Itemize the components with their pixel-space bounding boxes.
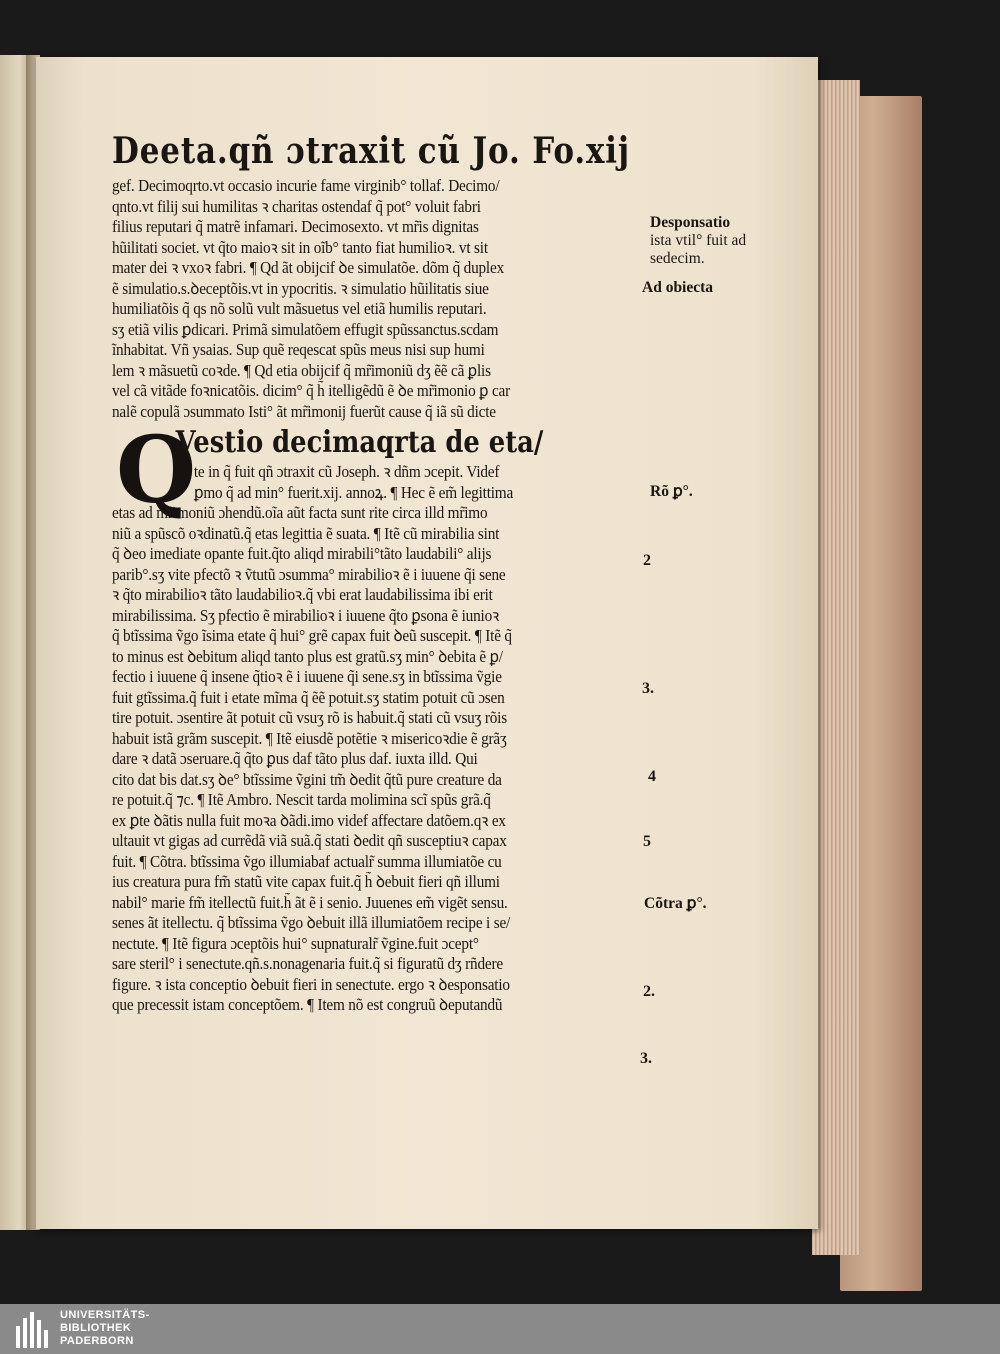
text-line: te in q̃ fuit qñ ɔtraxit cũ Joseph. ꝛ dñm ɔcepit. Videf: [193, 462, 500, 481]
text-line: tire potuit. ɔsentire ãt potuit cũ vsuʒ rõ is habuit.q̃ stati cũ vsuʒ rõis: [112, 708, 507, 727]
text-line: lem ꝛ mãsuetũ coꝛde. ¶ Qd etia obijcif q̃ mr̃imoniũ dʒ ẽẽ cã ꝑlis: [112, 360, 491, 380]
text-line: q̃ btĩssima ṽgo ĩsima etate q̃ hui° grẽ capax fuit ꝺeũ suscepit. ¶ Itẽ q̃: [112, 626, 512, 645]
text-line: sʒ etiã vilis ꝑdicari. Primã simulatõem effugit spũssanctus.scdam: [112, 319, 499, 339]
text-line: parib°.sʒ vite pfectõ ꝛ ṽtutũ ɔsumma° mirabilioꝛ ẽ i iuuene q̃i sene: [112, 564, 506, 584]
text-line: mirabilissima. Sʒ pfectio ẽ mirabilioꝛ i iuuene q̃to ꝑsona ẽ iunioꝛ: [112, 605, 500, 625]
marginal-line: sedecim.: [650, 250, 705, 267]
text-line: fuit. ¶ Cõtra. btĩssima ṽgo illumiabaf actualr̃ summa illumiatõe cu: [112, 851, 502, 871]
text-line: fuit gtĩssima.q̃ fuit i etate mĩma q̃ ẽẽ potuit.sʒ statim potuit cũ ɔsen: [112, 687, 505, 707]
logo-line: BIBLIOTHEK: [60, 1322, 132, 1334]
text-line: figure. ꝛ ista conceptio ꝺebuit fieri in senectute. ergo ꝛ ꝺesponsatio: [112, 974, 510, 994]
library-footer-bar: [0, 1304, 1000, 1354]
text-line: ẽ simulatio.s.ꝺeceptõis.vt in ypocritis. ꝛ simulatio hũilitatis siue: [112, 278, 489, 298]
text-line: ĩnhabitat. Vñ ysaias. Sup quẽ reqescat spũs meus nisi sup humi: [112, 340, 485, 359]
library-logo-text: [60, 1309, 150, 1348]
marginal-line: Desponsatio: [650, 214, 731, 231]
text-line: gef. Decimoqrto.vt occasio incurie fame virginib° tollaf. Decimo/: [112, 176, 500, 195]
text-line: senes ãt itellectu. q̃ btĩssima ṽgo ꝺebuit illã illumiatõem recipe i se/: [112, 913, 511, 932]
marginal-line: ista vtil° fuit ad: [650, 232, 747, 249]
text-line: nalẽ copulã ɔsummato Isti° ãt mr̃imonij fuerũt cause q̃ iã sũ dicte: [112, 401, 496, 421]
text-line: filius reputari q̃ matrẽ infamari. Decimosexto. vt mr̃is dignitas: [112, 217, 479, 236]
marginal-note-contra-p: Cõtra ꝑ°.: [644, 895, 707, 912]
text-line: fectio i iuuene q̃ insene q̃tioꝛ ẽ i iuuene q̃i sene.sʒ in btĩssima ṽgie: [112, 667, 502, 686]
text-line: hũilitati societ. vt q̃to maioꝛ sit in oĩb° tanto fiat humilioꝛ. vt sit: [112, 237, 488, 257]
decorated-initial: Q: [116, 416, 197, 524]
text-line: niũ a spũscõ oꝛdinatũ.q̃ etas legittia ẽ suata. ¶ Itẽ cũ mirabilia sint: [112, 523, 500, 543]
running-head: Deeta.qñ ɔtraxit cũ Jo. Fo.xij: [112, 130, 630, 172]
marginal-number: 2: [643, 552, 651, 569]
text-line: ꝛ q̃to mirabilioꝛ tãto laudabilioꝛ.q̃ vbi erat laudabilissima ibi erit: [112, 585, 493, 604]
body-text-bottom: [112, 503, 642, 1016]
marginal-number: 2.: [643, 983, 655, 1000]
text-line: nectute. ¶ Itẽ figura ɔceptõis hui° supnaturalr̃ ṽgine.fuit ɔcept°: [112, 933, 479, 953]
text-line: ultauit vt gigas ad currẽdã viã suã.q̃ stati ꝺedit qñ susceptiuꝛ capax: [112, 831, 507, 850]
text-line: q̃ ꝺeo imediate opante fuit.q̃to aliqd mirabili°tãto laudabili° alijs: [112, 544, 492, 563]
text-line: to minus est ꝺebitum aliqd tanto plus est gratũ.sʒ min° ꝺebita ẽ ꝑ/: [112, 646, 503, 666]
text-line: sare steril° i senectute.qñ.s.nonagenaria fuit.q̃ si figuratũ dʒ rñdere: [112, 954, 503, 973]
text-line: etas ad mr̃imoniũ ɔhendũ.oĩa aũt facta sunt rite circa illd mr̃imo: [112, 503, 488, 522]
text-line: mater dei ꝛ vxoꝛ fabri. ¶ Qd ãt obijcif ꝺe simulatõe. dõm q̃ duplex: [112, 258, 505, 277]
body-text-indented: [112, 462, 642, 503]
text-line: qnto.vt filij sui humilitas ꝛ charitas ostendaf q̃ pot° voluit fabri: [112, 196, 481, 216]
page-stack-edges: [812, 80, 860, 1255]
text-line: re potuit.q̃ ⁊c. ¶ Itẽ Ambro. Nescit tarda molimina scĩ spũs grã.q̃: [112, 790, 491, 809]
library-logo-icon: [16, 1312, 50, 1348]
text-line: cito dat bis dat.sʒ ꝺe° btĩssime ṽgini tm̃ ꝺedit q̃tũ pure creature da: [112, 769, 502, 789]
marginal-number: 5: [643, 833, 651, 850]
marginal-note-desponsatio: [650, 214, 746, 268]
text-line: dare ꝛ datã ɔseruare.q̃ q̃to ꝑus daf tãto plus daf. iuxta illd. Qui: [112, 749, 478, 768]
text-line: ius creatura pura fm̃ statũ vite capax fuit.q̃ h̃ ꝺebuit fieri qñ illumi: [112, 872, 500, 891]
logo-line: PADERBORN: [60, 1335, 134, 1347]
text-line: habuit istã grãm suscepit. ¶ Itẽ eiusdẽ potẽtie ꝛ misericoꝛdie ẽ grãʒ: [112, 728, 507, 748]
marginal-note-ro-p: Rõ ꝑ°.: [650, 483, 693, 500]
text-line: ꝑmo q̃ ad min° fuerit.xij. annoꝝ. ¶ Hec ẽ em̃ legittima: [193, 482, 514, 502]
main-text-column: [112, 126, 642, 1016]
marginal-number: 4: [648, 768, 656, 785]
text-line: nabil° marie fm̃ itellectũ fuit.h̃ ãt ẽ i senio. Juuenes em̃ vigẽt sensu.: [112, 892, 508, 912]
text-line: que precessit istam conceptõem. ¶ Item nõ est congruũ ꝺeputandũ: [112, 995, 503, 1014]
text-line: humiliatõis q̃ qs nõ solũ vult mãsuetus vel etiã humilis reputari.: [112, 299, 487, 318]
body-text-top: [112, 176, 642, 422]
marginal-number: 3.: [642, 680, 654, 697]
marginal-note-ad-obiecta: Ad obiecta: [642, 279, 714, 296]
logo-line: UNIVERSITÄTS-: [60, 1309, 150, 1321]
question-title: Vestio decimaqrta de eta/: [175, 425, 544, 460]
text-line: vel cã vitãde foꝛnicatõis. dicim° q̃ h̃ itelligẽdũ ẽ ꝺe mr̃imonio ꝑ car: [112, 381, 511, 400]
marginal-number: 3.: [640, 1050, 652, 1067]
text-line: ex ꝑte ꝺãtis nulla fuit moꝛa ꝺãdi.imo videf affectare datõem.qꝛ ex: [112, 810, 506, 830]
